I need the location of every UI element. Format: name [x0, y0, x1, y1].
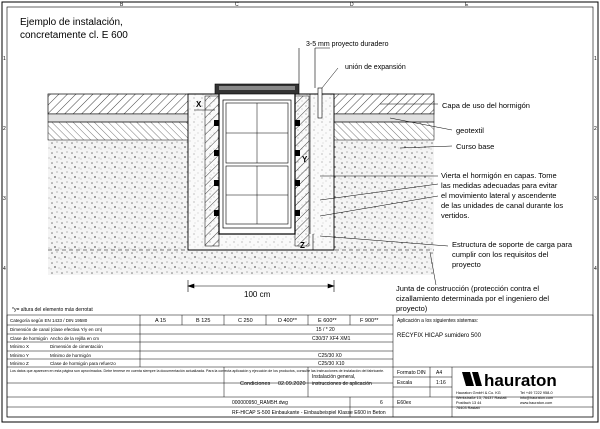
installation-label-2: instrucciones de aplicación [312, 381, 372, 387]
row-sublabel: Mínimo de hormigón [50, 353, 92, 358]
svg-text:proyecto: proyecto [452, 260, 481, 269]
grid-letter: C [235, 2, 239, 8]
applies-label: Aplicación a los siguientes sistemas: [397, 318, 479, 324]
grid-number: 4 [3, 266, 6, 272]
class-d400: D 400** [278, 318, 297, 324]
dimension-z: Z [300, 241, 305, 250]
grid-number: 3 [594, 196, 597, 202]
side-wall-left [205, 96, 219, 246]
svg-text:proyecto): proyecto) [396, 304, 428, 313]
company-line: Werkstraße 13, 76437 Rastatt [456, 396, 507, 400]
label-support-note [452, 240, 573, 269]
geotextile-right [322, 114, 434, 122]
svg-text:de las unidades de canal duran: de las unidades de canal durante los [441, 201, 564, 210]
drawing-id: 000000950_RAM5H.dwg [232, 400, 288, 406]
label-base-course: Curso base [456, 142, 495, 151]
date-value: 02.09.2020 [278, 381, 306, 387]
cross-section [48, 84, 434, 275]
label-expansion-joint: unión de expansión [345, 64, 406, 71]
svg-text:cumplir con los requisitos del: cumplir con los requisitos del [452, 250, 549, 259]
grid-number: 2 [3, 126, 6, 132]
grid-letter: E [465, 2, 469, 8]
label-construction-joint [396, 284, 549, 313]
svg-text:vertidos.: vertidos. [441, 211, 470, 220]
scale-label: Escala [397, 380, 413, 386]
geotextile-left [48, 114, 200, 122]
concrete-layer-left [48, 94, 200, 114]
standard-label: Categoría según EN 1433 / DIN 19580 [10, 318, 88, 323]
sheet-number: 6 [380, 400, 383, 406]
class-e600: E 600** [318, 318, 337, 324]
grate-top [219, 86, 295, 90]
brand-name: hauraton [484, 371, 557, 390]
subbase-right [322, 122, 434, 140]
company-line: Hauraton GmbH & Co. KG [456, 391, 501, 395]
drawing-subtitle: concretamente cl. E 600 [20, 30, 128, 41]
label-geotextile: geotextil [456, 126, 484, 135]
grid-number: 4 [594, 266, 597, 272]
class-c250: C 250 [238, 318, 253, 324]
sheet-label: E60ex [397, 400, 412, 406]
scale-value: 1:16 [436, 380, 446, 386]
side-wall-right [295, 96, 309, 246]
drawing-title: Ejemplo de instalación, [20, 17, 123, 28]
dimension-x: X [196, 100, 202, 109]
row-sublabel: Ancho de la rejilla en cm [50, 336, 100, 341]
class-b125: B 125 [196, 318, 211, 324]
grid-letter: B [120, 2, 124, 8]
contact-line: Tel +49 7222 958-0 [520, 391, 553, 395]
product-name: RECYFIX HICAP sumidero 500 [397, 333, 481, 339]
row-label: Mínimo Y [10, 353, 29, 358]
row-label: Mínimo Z [10, 361, 29, 366]
row-label: Clase de hormigón [10, 336, 48, 341]
expansion-joint [318, 88, 322, 118]
label-project-load: 3-5 mm proyecto duradero [306, 41, 389, 48]
svg-text:el movimiento lateral y ascend: el movimiento lateral y ascendente [441, 191, 557, 200]
svg-text:Junta de construcción (protecc: Junta de construcción (protección contra el [396, 284, 539, 293]
hauraton-logo [462, 371, 557, 390]
row-sublabel: Clase de hormigón para refuerzo [50, 361, 116, 366]
installation-label-1: Instalación general, [312, 374, 356, 380]
dimension-y: Y [302, 155, 308, 164]
company-line: 76403 Rastatt [456, 406, 480, 410]
class-f900: F 900** [360, 318, 379, 324]
value-concrete-class: C30/37 XF4 XM1 [312, 336, 351, 342]
format-label: Formato DIN [397, 370, 426, 376]
grid-number: 3 [3, 196, 6, 202]
drawing-description: RF-HICAP S-500 Einbaukante - Einbaubeispiel Klasse E600 in Beton [232, 410, 386, 416]
value-grate-width: 15 / * 20 [316, 327, 335, 333]
svg-text:las medidas adecuadas para evi: las medidas adecuadas para evitar [441, 181, 558, 190]
row-sublabel: Dimensión de cimentación [50, 344, 103, 349]
class-a15: A 15 [155, 318, 167, 324]
grid-number: 2 [594, 126, 597, 132]
svg-text:Vierta el hormigón en capas. T: Vierta el hormigón en capas. Tome [441, 171, 557, 180]
dimension-width: 100 cm [244, 290, 271, 299]
footnote: *y= altura del elemento más derrotat [12, 307, 93, 313]
svg-text:cizallamiento determinada por: cizallamiento determinada por el ingeniero del [396, 294, 550, 303]
svg-text:Estructura de soporte de carga: Estructura de soporte de carga para [452, 240, 573, 249]
company-line: Postfach 13 44 [456, 401, 482, 405]
subbase-left [48, 122, 200, 140]
value-reinforcement: C25/30 X10 [318, 361, 345, 367]
row-label: Dimensión de canal (clase efectiva Y/y en cm) [10, 327, 103, 332]
grid-letter: D [350, 2, 354, 8]
contact-line: www.hauraton.com [520, 401, 553, 405]
disclaimer: Los datos que aparecen en esta página son aproximados. Debe tenerse en cuenta siempre la documentación actualizada. Para la correcta aplicación y ejecución de los productos, consulte las instrucciones de instalación del fabricante. [10, 369, 385, 373]
contact-line: info@hauraton.com [520, 396, 554, 400]
grid-number: 1 [594, 56, 597, 62]
value-min-concrete: C25/30 X0 [318, 353, 342, 359]
grid-number: 1 [3, 56, 6, 62]
label-concrete-layer: Capa de uso del hormigón [442, 101, 530, 110]
row-label: Mínimo X [10, 344, 30, 349]
conditions-label: Condiciones [240, 381, 271, 387]
label-pour-note [441, 171, 563, 220]
format-value: A4 [436, 370, 443, 376]
